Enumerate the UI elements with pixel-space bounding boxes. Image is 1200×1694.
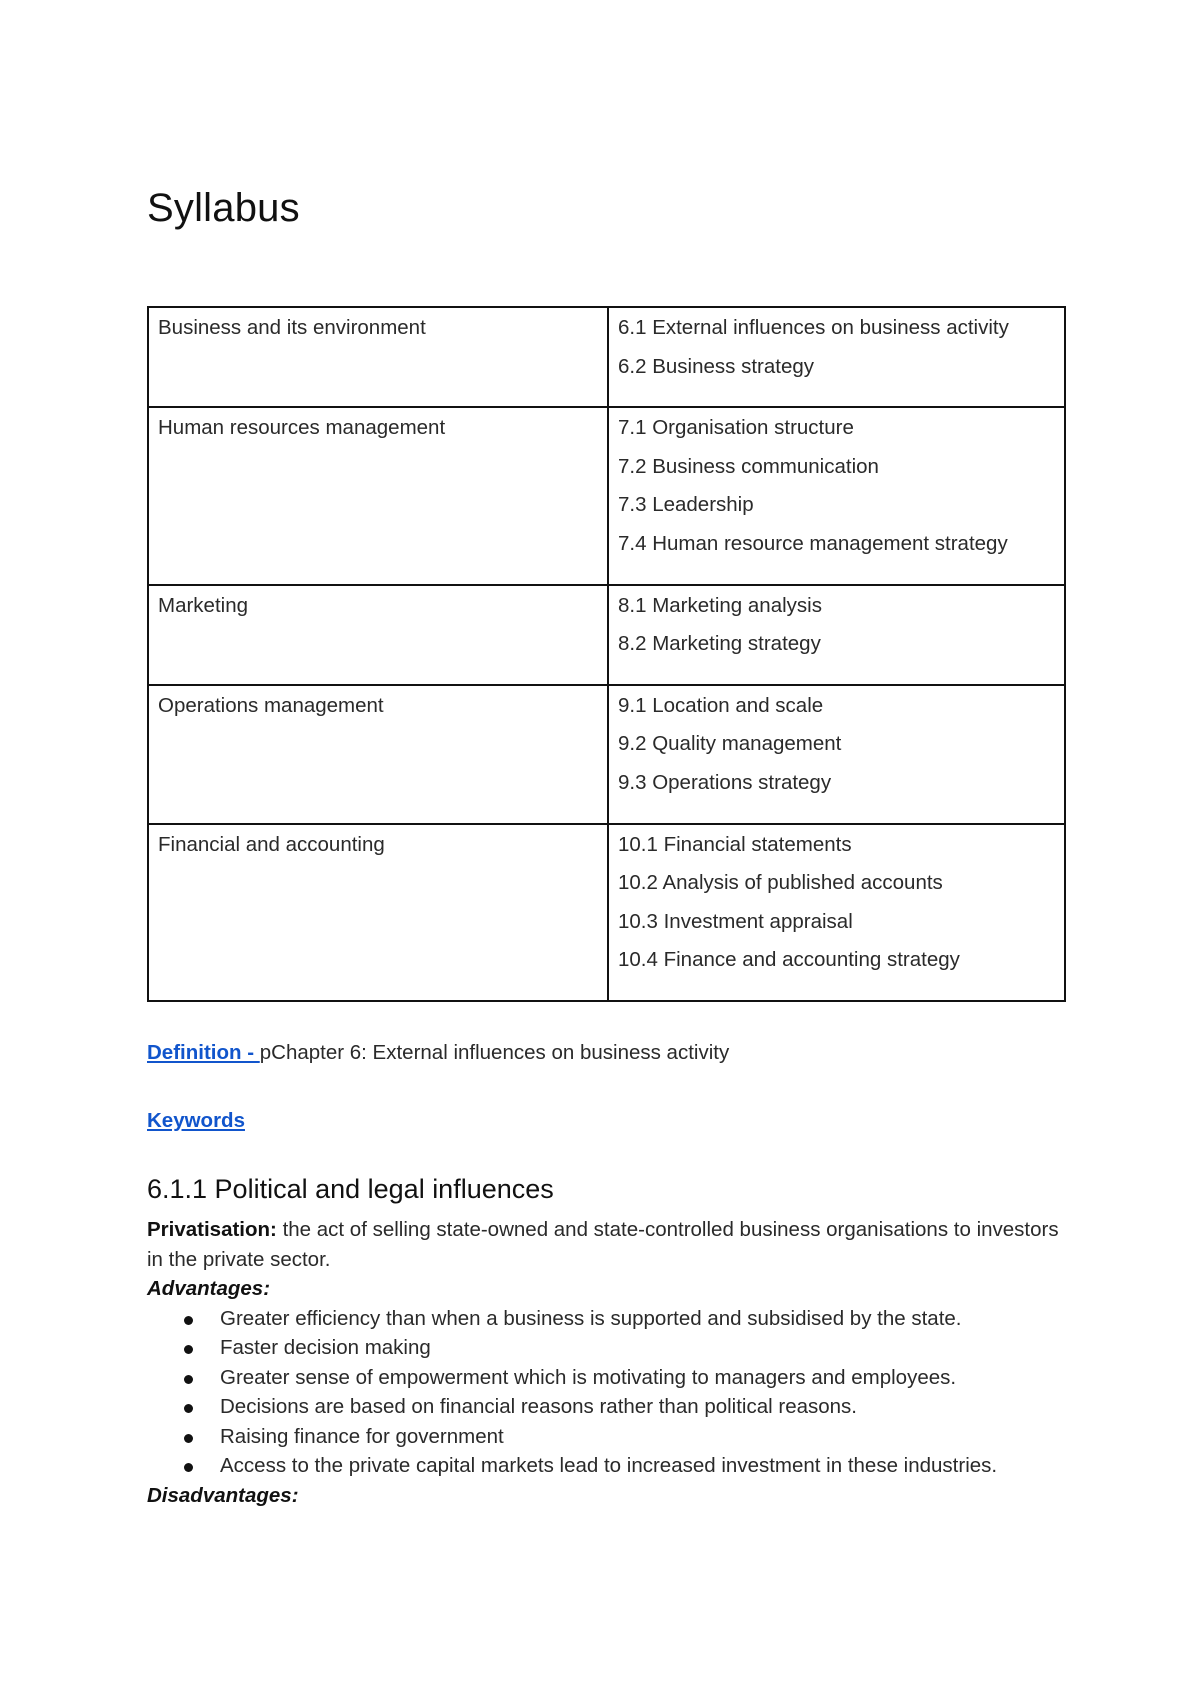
topics-cell <box>608 585 1065 685</box>
list-item-text: Greater efficiency than when a business is supported and subsidised by the state. <box>220 1306 962 1330</box>
definition-line <box>147 1039 729 1067</box>
list-item <box>220 1451 1067 1481</box>
bullet-icon <box>184 1316 193 1325</box>
topic-item: 10.2 Analysis of published accounts <box>618 871 943 895</box>
topics-cell <box>608 307 1065 407</box>
table-row <box>148 685 1065 824</box>
unit-cell <box>148 685 608 824</box>
bullet-icon <box>184 1404 193 1413</box>
definition-text: pChapter 6: External influences on business activity <box>259 1041 730 1064</box>
section-body <box>147 1215 1067 1510</box>
list-item <box>220 1304 1067 1334</box>
topic-item: 8.2 Marketing strategy <box>618 632 821 656</box>
unit-name: Human resources management <box>158 416 446 440</box>
keywords-line <box>147 1107 245 1135</box>
advantages-list <box>147 1304 1067 1481</box>
unit-cell <box>148 407 608 584</box>
list-item <box>220 1392 1067 1422</box>
list-item <box>220 1363 1067 1393</box>
page-title: Syllabus <box>147 186 300 230</box>
topic-item: 9.2 Quality management <box>618 732 842 756</box>
definition-link[interactable]: Definition - <box>147 1041 260 1064</box>
topic-item: 10.4 Finance and accounting strategy <box>618 948 960 972</box>
list-item-text: Decisions are based on financial reasons rather than political reasons. <box>220 1395 858 1418</box>
topic-item: 6.2 Business strategy <box>618 354 814 378</box>
syllabus-table <box>147 306 1066 1002</box>
topics-cell <box>608 824 1065 1001</box>
privatisation-paragraph <box>147 1215 1067 1274</box>
unit-cell <box>148 585 608 685</box>
topic-item: 10.1 Financial statements <box>618 832 852 856</box>
table-row <box>148 407 1065 584</box>
topic-item: 9.1 Location and scale <box>618 693 824 717</box>
list-item <box>220 1422 1067 1452</box>
unit-name: Financial and accounting <box>158 832 385 856</box>
unit-name: Business and its environment <box>158 316 426 339</box>
list-item-text: Access to the private capital markets lead to increased investment in these industries. <box>220 1454 998 1477</box>
bullet-icon <box>184 1375 193 1384</box>
list-item-text: Greater sense of empowerment which is motivating to managers and employees. <box>220 1365 957 1389</box>
topic-item: 9.3 Operations strategy <box>618 770 832 794</box>
disadvantages-label: Disadvantages: <box>147 1483 299 1507</box>
topic-item: 6.1 External influences on business activity <box>618 316 1009 339</box>
term-label: Privatisation: <box>147 1218 277 1241</box>
bullet-icon <box>184 1463 193 1472</box>
list-item <box>220 1333 1067 1363</box>
topic-item: 7.3 Leadership <box>618 493 754 517</box>
topics-cell <box>608 407 1065 584</box>
topic-item: 10.3 Investment appraisal <box>618 909 853 933</box>
advantages-label: Advantages: <box>147 1277 271 1300</box>
table-row <box>148 824 1065 1001</box>
list-item-text: Raising finance for government <box>220 1424 504 1448</box>
term-definition: the act of selling state-owned and state-controlled business organisations to investors in the private sector. <box>147 1218 1059 1271</box>
unit-cell <box>148 307 608 407</box>
unit-name: Marketing <box>158 593 249 617</box>
section-heading: 6.1.1 Political and legal influences <box>147 1174 554 1204</box>
unit-name: Operations management <box>158 693 384 717</box>
topic-item: 7.4 Human resource management strategy <box>618 531 1008 555</box>
topics-cell <box>608 685 1065 824</box>
table-row <box>148 307 1065 407</box>
bullet-icon <box>184 1434 193 1443</box>
topic-item: 8.1 Marketing analysis <box>618 593 822 617</box>
unit-cell <box>148 824 608 1001</box>
topic-item: 7.1 Organisation structure <box>618 416 854 440</box>
list-item-text: Faster decision making <box>220 1336 431 1359</box>
table-row <box>148 585 1065 685</box>
bullet-icon <box>184 1345 193 1354</box>
keywords-link[interactable]: Keywords <box>147 1109 245 1132</box>
topic-item: 7.2 Business communication <box>618 454 879 478</box>
